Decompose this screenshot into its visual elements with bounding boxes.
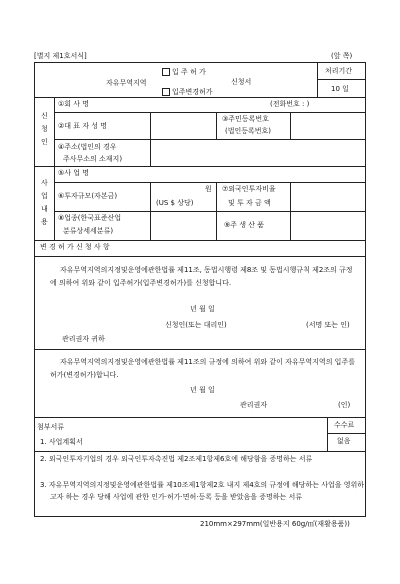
declaration-date: 년 월 일 <box>190 305 215 313</box>
mid-divider <box>290 182 291 240</box>
row-line <box>54 112 366 113</box>
industry-sub-label: 분류상세세분류) <box>63 227 114 235</box>
approval-text: 자유무역지역의지정및운영에관한법률 제11조의 규정에 의하여 위와 같이 자유무역지역의 입주를 허가(변경허가)합니다. <box>50 358 355 379</box>
business-section-label: 사 업 내 용 <box>41 179 48 226</box>
option-entry-label: 입 주 허 가 <box>172 68 206 76</box>
foreign-ratio-label: ⑦외국인투자비율 <box>222 185 276 193</box>
title-main: 자유무역지역 <box>106 79 147 87</box>
business-name-label: ⑤사 업 명 <box>58 169 90 177</box>
row-line <box>34 256 366 257</box>
fee-value: 없음 <box>337 437 351 445</box>
frame-right-line <box>365 256 366 349</box>
declaration-text: 자유무역지역의지정및운영에관한법률 제11조, 동법시행령 제8조 및 동법시행규칙 제2조의 규정에 의하여 위와 같이 입주허가(입주변경허가)를 신청합니다. <box>50 266 353 287</box>
row-line <box>34 349 366 350</box>
label-divider <box>150 112 151 166</box>
representative-label: ②대 표 자 성 명 <box>58 122 107 130</box>
declaration-applicant: 신청인(또는 대리인) <box>165 321 227 329</box>
approval-date: 년 월 일 <box>190 386 215 394</box>
row-line <box>34 166 366 167</box>
approval-authority: 관리권자 <box>240 401 268 409</box>
paper-spec-footer: 210mm×297mm(일반용지 60g/㎡(재활용품)) <box>200 520 350 528</box>
label-divider <box>150 182 151 240</box>
declaration-addressee: 관리권자 귀하 <box>62 335 105 343</box>
row-line <box>54 182 366 183</box>
usd-equivalent: (US $ 상당) <box>156 199 194 207</box>
address-sub-label: 주사무소의 소재지) <box>63 155 123 163</box>
row-line <box>54 139 366 140</box>
frame-left-line <box>34 349 35 417</box>
row-line <box>34 240 366 241</box>
option-change-label: 입주변경허가 <box>172 88 213 96</box>
mid-divider <box>290 112 291 139</box>
mid-divider <box>216 112 217 139</box>
page-side-label: (앞 쪽) <box>331 52 353 60</box>
investment-scale-label: ⑥투자규모(자본금) <box>58 192 118 200</box>
attachments-header: 첨부서류 <box>37 423 65 431</box>
fee-divider <box>327 417 328 451</box>
option-change-checkbox[interactable] <box>162 88 170 96</box>
form-number-label: [별지 제1호서식] <box>34 52 87 60</box>
row-line <box>34 97 366 98</box>
change-request-label: 변 경 허 가 신 청 사 항 <box>40 243 110 251</box>
title-suffix: 신청서 <box>231 78 252 86</box>
row-line <box>54 211 366 212</box>
frame-left-line <box>34 62 35 257</box>
phone-label: (전화번호 : ) <box>270 100 310 108</box>
frame-right-line <box>365 62 366 257</box>
foreign-amount-label: 및 투 자 금 액 <box>228 199 271 207</box>
frame-left-line <box>34 417 35 516</box>
won-unit: 원 <box>205 185 212 193</box>
frame-left-line <box>34 256 35 349</box>
corporate-number-label: (법인등록번호) <box>225 127 272 135</box>
attachment-item-3: 3. 자유무역지역의지정및운영에관한법률 제10조제1항제2호 내지 제4호의 규정에 해당하는 사업을 영위하고자 하는 경우 당해 사업에 관한 인가·허가·면허·등록 등을 받았음을 증명하는 서류 <box>40 481 364 501</box>
industry-label: ⑧업종(한국표준산업 <box>58 214 122 222</box>
address-label: ④주소(법인의 경우 <box>58 143 117 151</box>
fee-label: 수수료 <box>334 421 355 429</box>
applicant-section-label: 신 청 인 <box>41 112 48 146</box>
frame-right-line <box>365 349 366 417</box>
mid-divider <box>216 182 217 240</box>
frame-bottom-line <box>34 516 366 517</box>
approval-seal: (인) <box>338 401 351 409</box>
declaration-sign: (서명 또는 인) <box>306 321 350 329</box>
attachment-item-1: 1. 사업계획서 <box>40 438 83 446</box>
company-name-label: ①회 사 명 <box>58 100 90 108</box>
attachment-item-2: 2. 외국인투자기업의 경우 외국인투자촉진법 제2조제1항제6호에 해당함을 증명하는 서류 <box>40 455 313 463</box>
row-line <box>34 417 366 418</box>
fee-inner-line <box>327 433 365 434</box>
option-entry-checkbox[interactable] <box>162 68 170 76</box>
main-product-label: ⑨주 생 산 품 <box>224 221 264 229</box>
row-line <box>34 451 366 452</box>
processing-value: 10 일 <box>331 85 349 93</box>
resident-number-label: ③주민등록번호 <box>222 115 269 123</box>
processing-inner-line <box>317 79 365 80</box>
processing-label: 처리기간 <box>325 67 353 75</box>
section-divider <box>54 97 55 240</box>
